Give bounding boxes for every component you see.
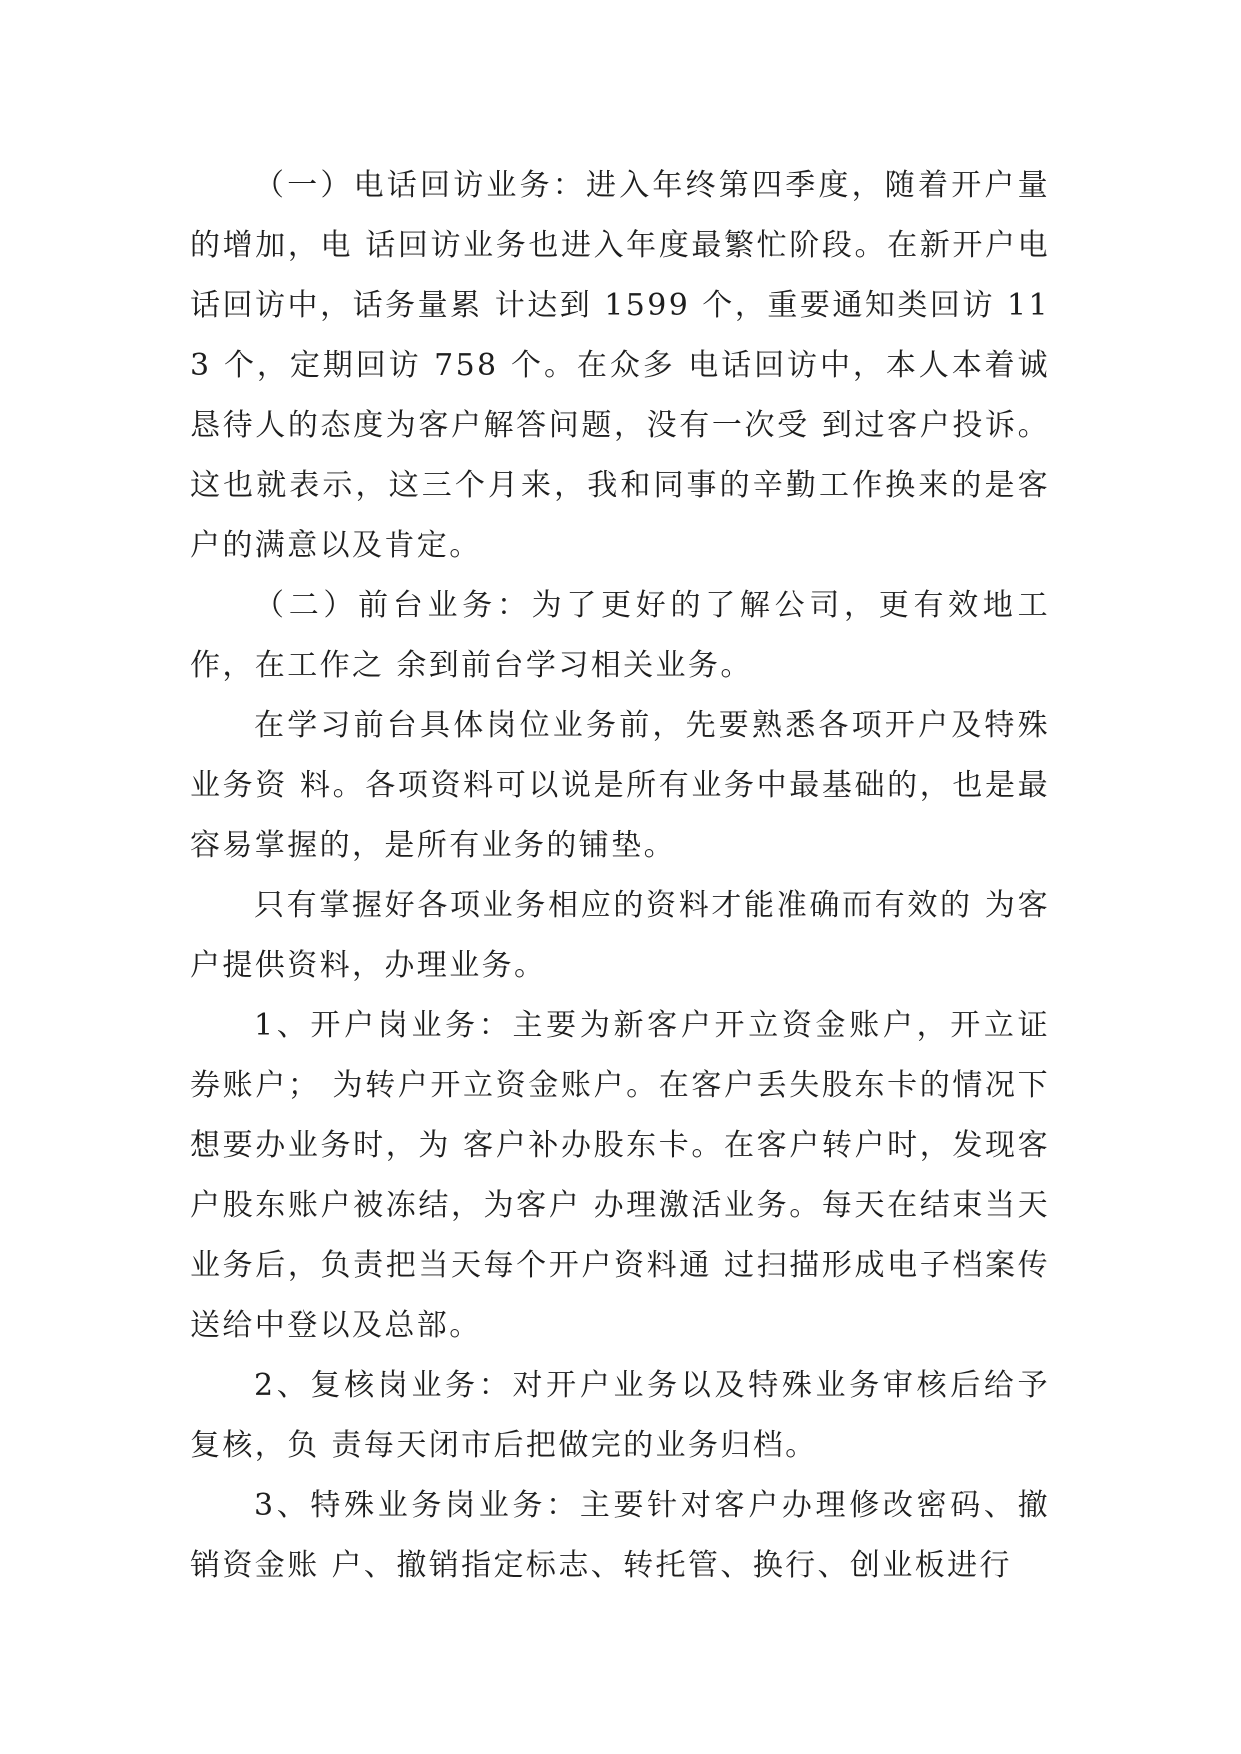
paragraph-phone-followup: （一）电话回访业务：进入年终第四季度，随着开户量的增加，电 话回访业务也进入年度最繁忙阶段。在新开户电话回访中，话务量累 计达到 1599 个，重要通知类回访 113 个，定期回访 758 个。在众多 电话回访中，本人本着诚恳待人的态度为客户解答问题，没有一次受 到过客户投诉。这也就表示，这三个月来，我和同事的辛勤工作换来的是客户的满意以及肯定。 (190, 168, 1050, 563)
document-body (190, 156, 1050, 1596)
paragraph-study-materials: 在学习前台具体岗位业务前，先要熟悉各项开户及特殊业务资 料。各项资料可以说是所有业务中最基础的，也是最容易掌握的，是所有业务的铺垫。 (190, 708, 1050, 863)
paragraph-special-business: 3、特殊业务岗业务：主要针对客户办理修改密码、撤销资金账 户、撤销指定标志、转托管、换行、创业板进行 (190, 1488, 1050, 1583)
paragraph-front-desk: （二）前台业务：为了更好的了解公司，更有效地工作，在工作之 余到前台学习相关业务。 (190, 588, 1050, 683)
paragraph-master-materials: 只有掌握好各项业务相应的资料才能准确而有效的 为客户提供资料，办理业务。 (190, 888, 1050, 983)
paragraph-review: 2、复核岗业务：对开户业务以及特殊业务审核后给予复核，负 责每天闭市后把做完的业务归档。 (190, 1368, 1050, 1463)
paragraph-account-opening: 1、开户岗业务：主要为新客户开立资金账户，开立证券账户； 为转户开立资金账户。在客户丢失股东卡的情况下想要办业务时，为 客户补办股东卡。在客户转户时，发现客户股东账户被冻结，为客户 办理激活业务。每天在结束当天业务后，负责把当天每个开户资料通 过扫描形成电子档案传送给中登以及总部。 (190, 1008, 1050, 1343)
